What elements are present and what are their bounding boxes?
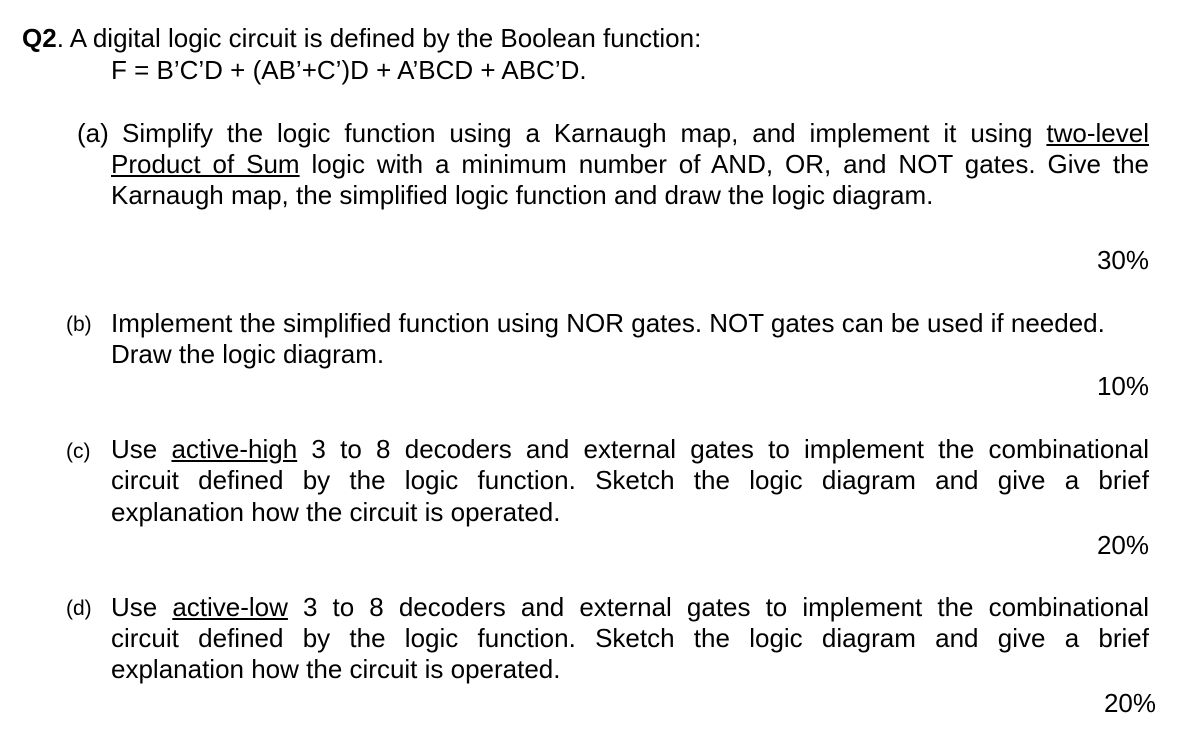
part-a-marks: 30%: [1096, 245, 1149, 275]
part-d-marks: 20%: [1103, 688, 1156, 718]
part-a-text: logic with a minimum number of AND, OR, and NOT gates. Give the: [299, 149, 1149, 179]
part-a-line-1: [122, 118, 1149, 148]
part-b-marks: 10%: [1096, 371, 1149, 401]
part-d-text: Use: [111, 592, 173, 622]
part-a-line-3: Karnaugh map, the simplified logic function and draw the logic diagram.: [111, 180, 934, 210]
part-d-underlined-text: active-low: [172, 592, 288, 622]
part-c-line-3: explanation how the circuit is operated.: [111, 497, 561, 527]
part-c-line-1: [111, 434, 1149, 464]
part-a-underlined-text: two-level: [1046, 118, 1149, 148]
question-intro: . A digital logic circuit is defined by the Boolean function:: [56, 23, 702, 53]
part-a-line-2: [111, 149, 1149, 179]
part-c-marks: 20%: [1096, 530, 1149, 560]
part-c-underlined-text: active-high: [171, 434, 298, 464]
part-a-text: Simplify the logic function using a Karnaugh map, and implement it using: [122, 118, 1047, 148]
part-b-line-2: Draw the logic diagram.: [111, 339, 385, 369]
part-d-text: circuit defined by the logic function. Sketch the logic diagram and give a brief: [111, 623, 1149, 653]
part-c-text: circuit defined by the logic function. Sketch the logic diagram and give a brief: [111, 465, 1149, 495]
boolean-function: F = B’C’D + (AB’+C’)D + A’BCD + ABC’D.: [111, 55, 587, 85]
part-d-text: 3 to 8 decoders and external gates to implement the combinational: [287, 592, 1149, 622]
part-c-text: 3 to 8 decoders and external gates to implement the combinational: [297, 434, 1149, 464]
part-d-line-2: [111, 623, 1149, 653]
part-d-label: (d): [66, 597, 92, 620]
part-c-line-2: [111, 465, 1149, 495]
question-number: Q2: [22, 23, 57, 53]
part-b-label: (b): [66, 313, 92, 336]
part-a-underlined-text: Product of Sum: [111, 149, 300, 179]
part-b-line-1: Implement the simplified function using NOR gates. NOT gates can be used if needed.: [111, 308, 1105, 338]
part-a-label: (a): [77, 118, 109, 148]
part-d-line-1: [111, 592, 1149, 622]
part-c-text: Use: [111, 434, 172, 464]
question-title: [22, 23, 701, 53]
part-d-line-3: explanation how the circuit is operated.: [111, 654, 561, 684]
part-c-label: (c): [66, 440, 91, 463]
